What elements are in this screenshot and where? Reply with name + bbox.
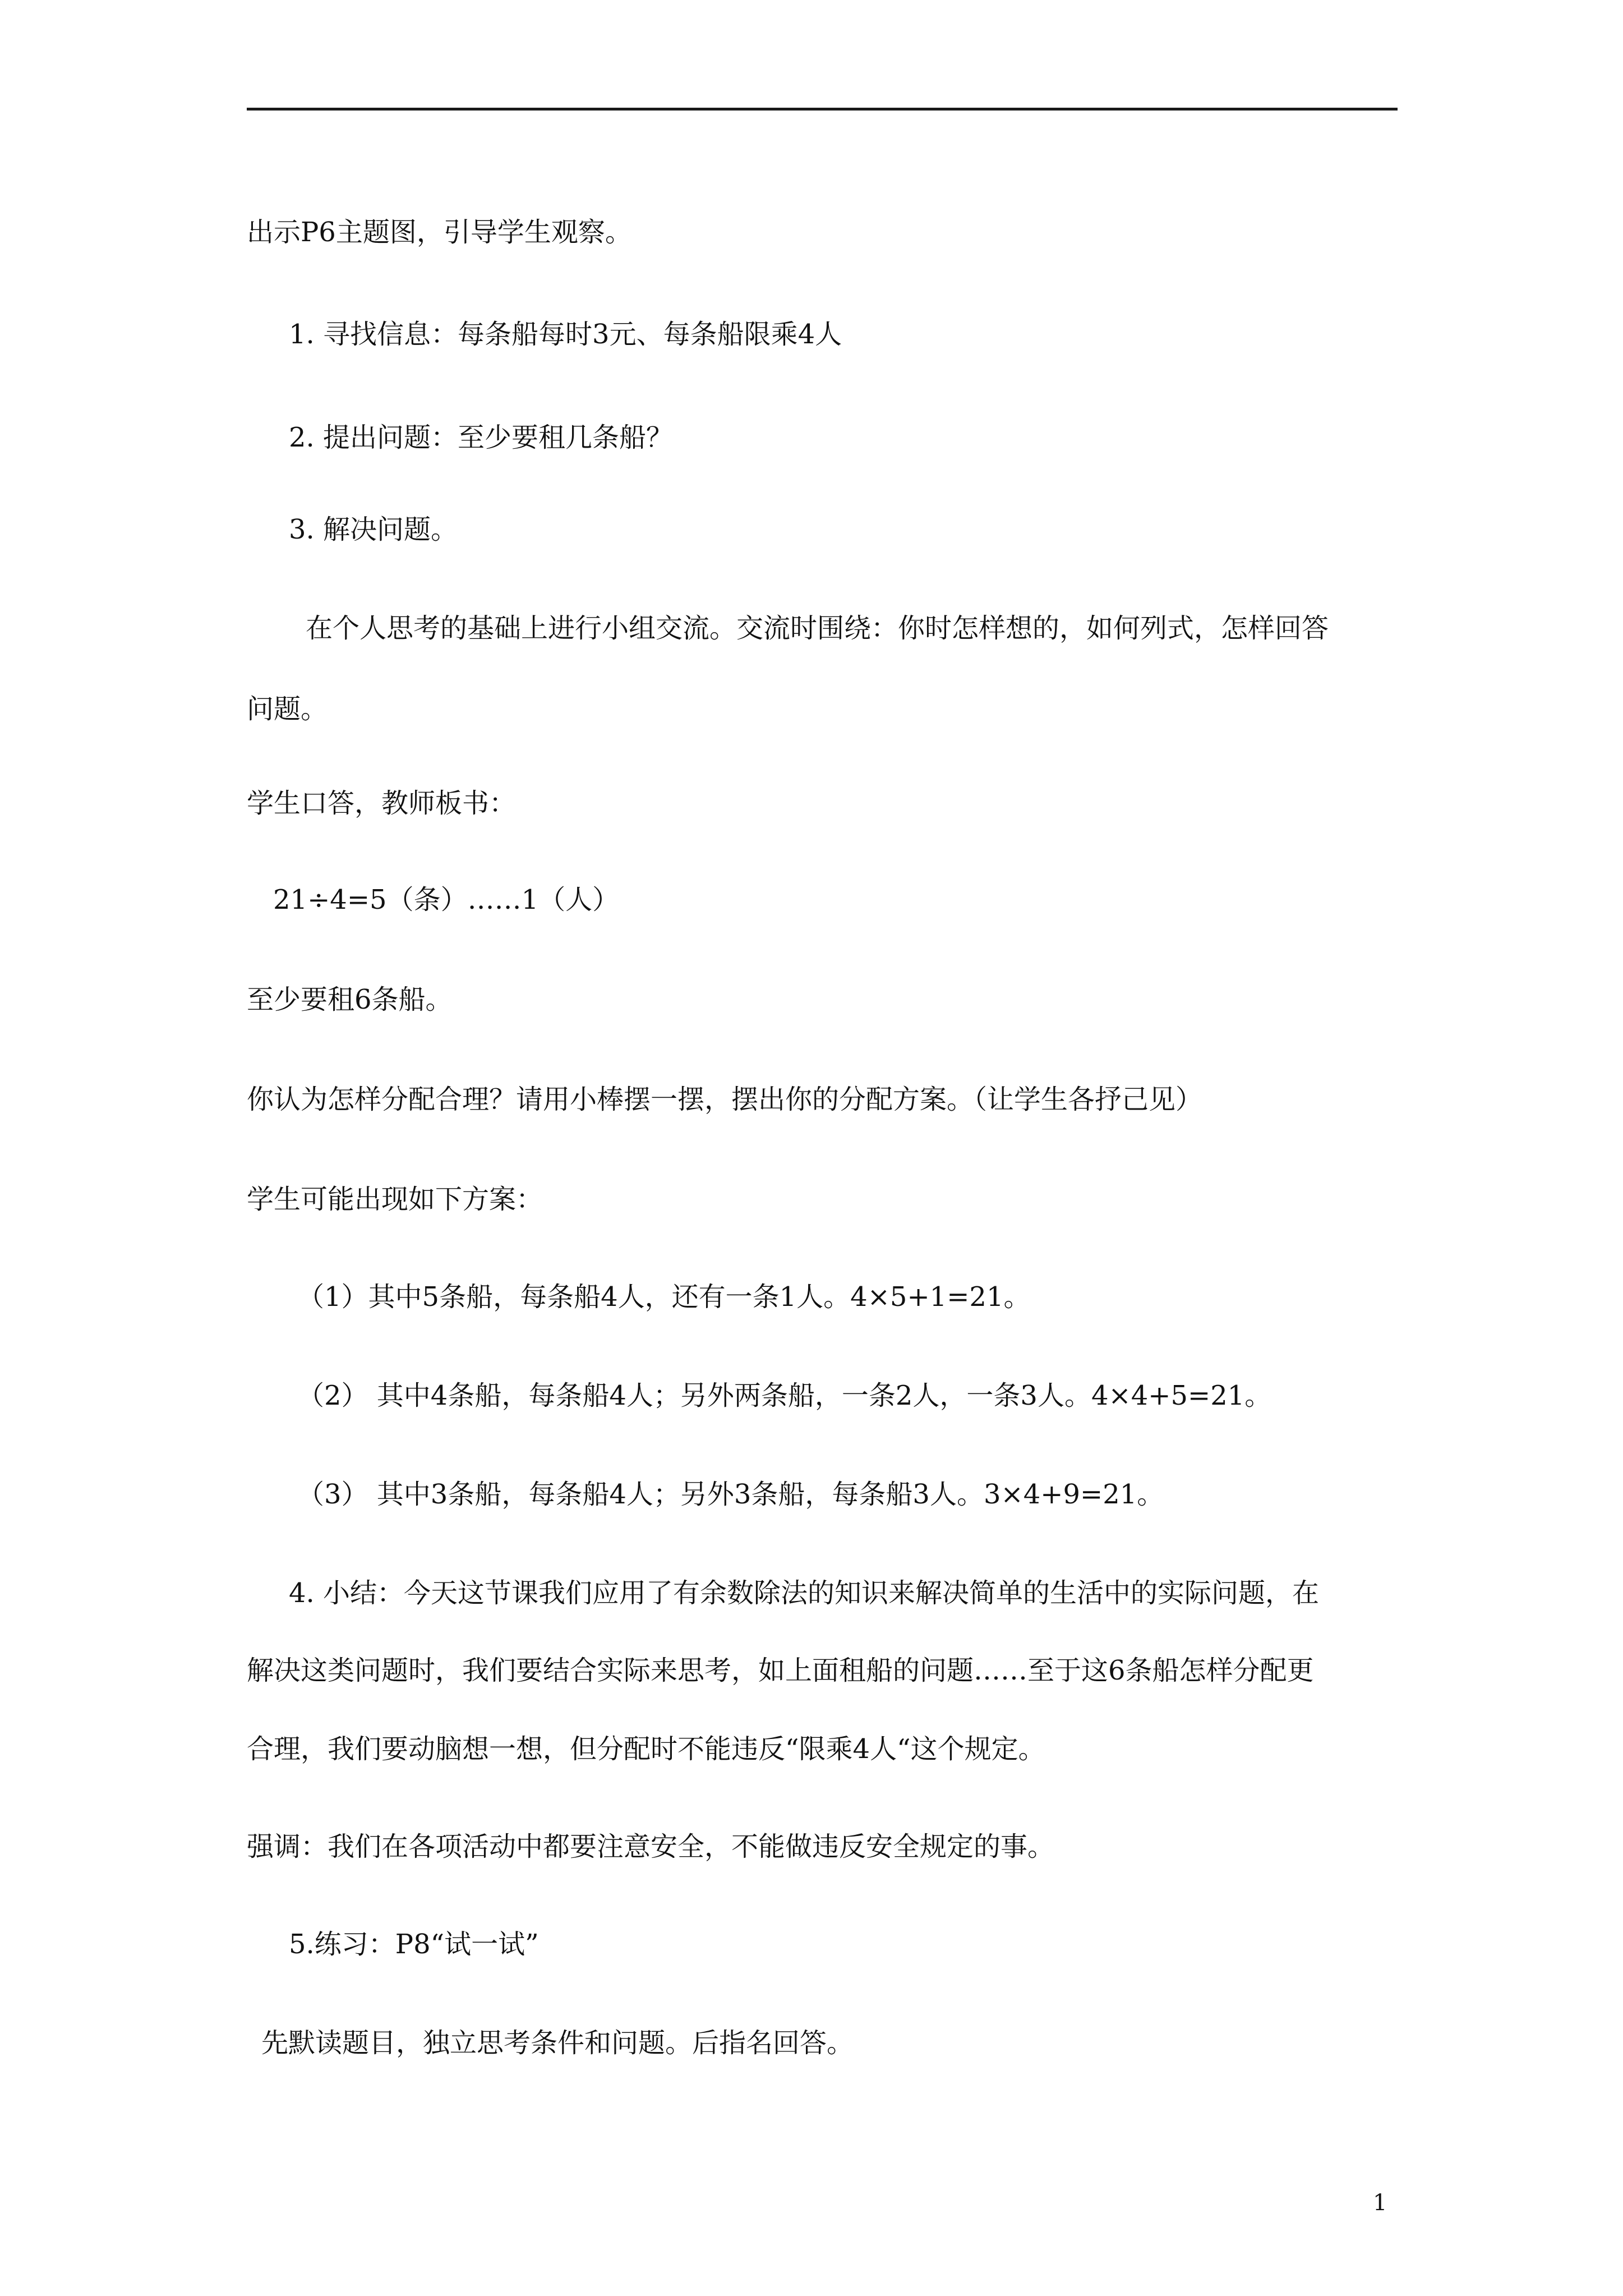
options-intro-text: 学生可能出现如下方案： (247, 1184, 543, 1215)
instruction-text: 先默读题目，独立思考条件和问题。后指名回答。 (261, 2027, 854, 2059)
question-text: 你认为怎样分配合理？请用小棒摆一摆，摆出你的分配方案。（让学生各抒己见） (247, 1084, 1203, 1115)
answer-intro-text: 学生口答，教师板书： (247, 788, 517, 819)
discussion-text-1: 在个人思考的基础上进行小组交流。交流时围绕：你时怎样想的，如何列式，怎样回答 (306, 613, 1329, 644)
option2-text: （2） 其中4条船，每条船4人；另外两条船，一条2人，一条3人。4×4+5=21。 (297, 1380, 1272, 1411)
equation-text: 21÷4=5（条）……1（人） (273, 884, 620, 915)
emphasis-text: 强调：我们在各项活动中都要注意安全，不能做违反安全规定的事。 (247, 1831, 1055, 1862)
discussion-text-2: 问题。 (247, 693, 328, 725)
option3-text: （3） 其中3条船，每条船4人；另外3条船，每条船3人。3×4+9=21。 (297, 1479, 1164, 1510)
step2-text: 2. 提出问题：至少要租几条船？ (289, 422, 674, 453)
summary-text-2: 解决这类问题时，我们要结合实际来思考，如上面租船的问题……至于这6条船怎样分配更 (247, 1655, 1314, 1686)
header-rule (247, 108, 1398, 111)
step1-text: 1. 寻找信息：每条船每时3元、每条船限乘4人 (289, 319, 842, 350)
exercise-text: 5.练习：P8“试一试” (289, 1929, 539, 1960)
conclusion-text: 至少要租6条船。 (247, 984, 453, 1015)
summary-text-1: 4. 小结：今天这节课我们应用了有余数除法的知识来解决简单的生活中的实际问题，在 (289, 1577, 1320, 1609)
option1-text: （1）其中5条船，每条船4人，还有一条1人。4×5+1=21。 (297, 1281, 1031, 1313)
summary-text-3: 合理，我们要动脑想一想，但分配时不能违反“限乘4人“这个规定。 (247, 1733, 1045, 1765)
intro-text: 出示P6主题图，引导学生观察。 (247, 217, 632, 248)
step3-text: 3. 解决问题。 (289, 514, 458, 545)
page-number: 1 (1373, 2190, 1387, 2216)
